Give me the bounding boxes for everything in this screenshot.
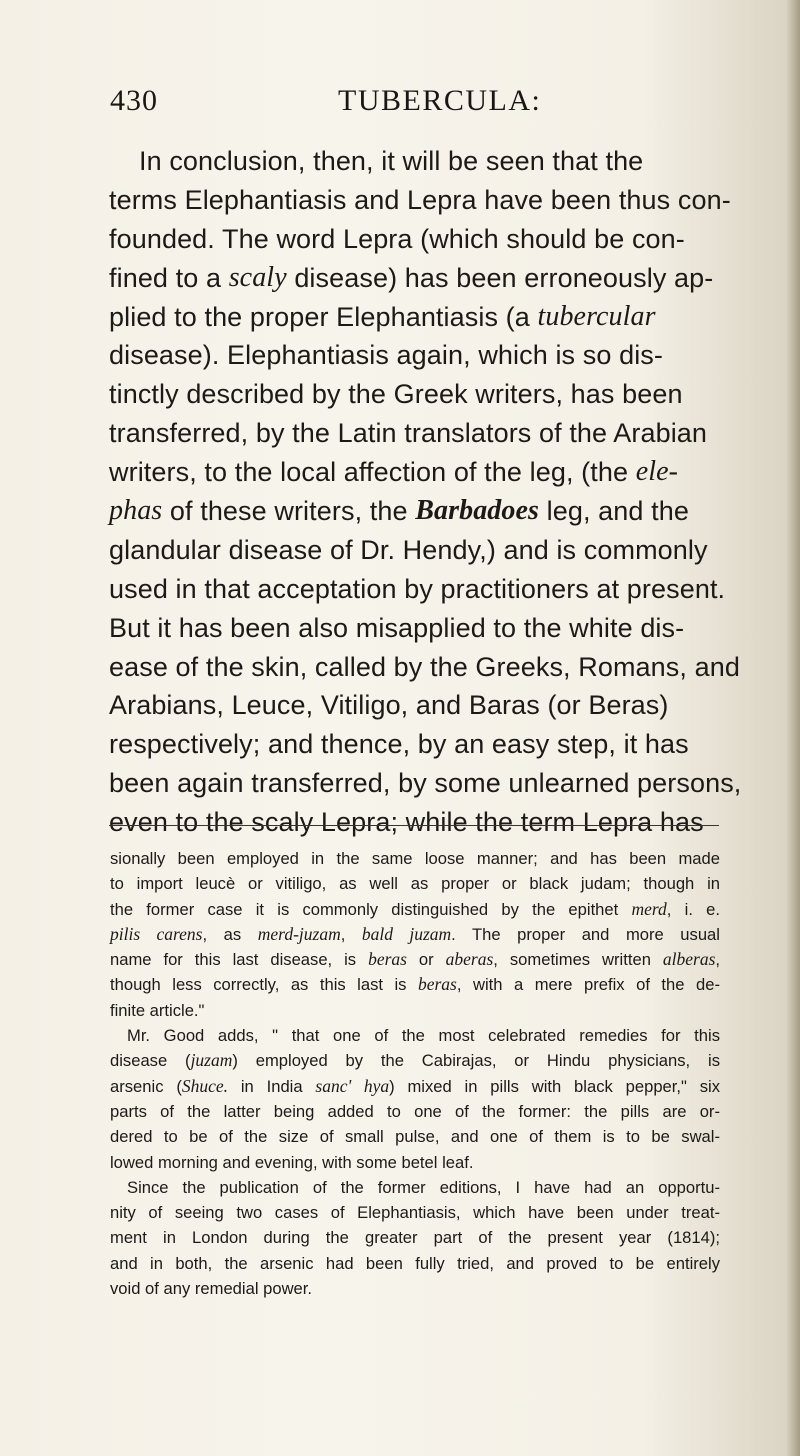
emphasis: pilis carens: [110, 923, 203, 944]
text-line: tinctly described by the Greek writers, has been: [109, 379, 683, 410]
text-line: transferred, by the Latin translators of the Arabian: [109, 418, 708, 449]
emphasis: Barbadoes: [415, 495, 540, 527]
emphasis: beras: [417, 974, 457, 995]
footnote-line: name for this last disease, is beras or aberas, sometimes written alberas,: [110, 949, 721, 970]
page-header: [110, 84, 730, 124]
text-line: founded. The word Lepra (which should be con-: [109, 223, 685, 254]
footnote-line: and in both, the arsenic had been fully tried, and proved to be entirely: [110, 1253, 720, 1273]
emphasis: phas: [109, 495, 163, 527]
text-line: been again transferred, by some unlearned persons,: [109, 768, 742, 799]
footnote-divider: [109, 825, 719, 826]
text-line: respectively; and thence, by an easy step, it has: [109, 729, 689, 760]
text-line: even to the scaly Lepra; while the term Lepra has: [109, 807, 704, 838]
emphasis: scaly: [228, 261, 287, 293]
emphasis: Shuce.: [181, 1075, 229, 1096]
footnote-line: parts of the latter being added to one of the former: the pills are or-: [110, 1101, 720, 1121]
running-title: TUBERCULA:: [338, 84, 542, 117]
text-line: But it has been also misapplied to the white dis-: [109, 612, 685, 643]
footnote-line: sionally been employed in the same loose manner; and has been made: [110, 849, 720, 868]
emphasis: sanc' hya: [315, 1075, 390, 1096]
text-line: fined to a scaly disease) has been erroneously ap-: [109, 259, 719, 298]
footnote-line: ment in London during the greater part of the present year (1814);: [110, 1228, 720, 1248]
emphasis: tubercular: [537, 300, 656, 332]
footnote-line: disease (juzam) employed by the Cabirajas, or Hindu physicians, is: [110, 1050, 720, 1071]
text-line: plied to the proper Elephantiasis (a tubercular: [109, 298, 719, 337]
text-line: In conclusion, then, it will be seen that the: [139, 146, 644, 176]
emphasis: alberas: [662, 949, 716, 970]
footnote-line: the former case it is commonly distinguished by the epithet merd, i. e.: [110, 898, 720, 919]
main-text: [109, 142, 742, 842]
emphasis: aberas: [445, 949, 494, 970]
emphasis: merd-juzam: [257, 923, 341, 944]
text-line: ease of the skin, called by the Greeks, Romans, and: [109, 651, 740, 682]
footnote-line: to import leucè or vitiligo, as well as proper or black judam; though in: [110, 874, 720, 894]
footnote-line: Since the publication of the former editions, I have had an opportu-: [127, 1177, 720, 1197]
emphasis: merd: [631, 898, 667, 919]
text-line: Arabians, Leuce, Vitiligo, and Baras (or Beras): [109, 690, 669, 721]
footnote-line: lowed morning and evening, with some betel leaf.: [110, 1152, 474, 1172]
footnote-block: [110, 846, 720, 1301]
text-line: writers, to the local affection of the leg, (the ele-: [109, 453, 719, 492]
text-line: glandular disease of Dr. Hendy,) and is commonly: [109, 534, 708, 565]
emphasis: bald juzam: [361, 923, 452, 944]
emphasis: juzam: [190, 1050, 233, 1071]
emphasis: beras: [368, 949, 407, 970]
page-number: 430: [110, 84, 158, 117]
emphasis: ele-: [635, 456, 679, 488]
footnote-line: dered to be of the size of small pulse, and one of them is to be swal-: [110, 1127, 720, 1147]
footnote-line: finite article.": [110, 1000, 205, 1020]
text-line: terms Elephantiasis and Lepra have been thus con-: [109, 184, 731, 215]
text-line: phas of these writers, the Barbadoes leg, and the: [109, 492, 719, 531]
footnote-line: void of any remedial power.: [110, 1279, 313, 1299]
footnote-line: arsenic (Shuce. in India sanc' hya) mixed in pills with black pepper," six: [110, 1075, 720, 1096]
text-line: disease). Elephantiasis again, which is so dis-: [109, 340, 663, 371]
footnote-line: nity of seeing two cases of Elephantiasis, which have been under treat-: [110, 1203, 720, 1223]
text-line: used in that acceptation by practitioners at present.: [109, 573, 726, 604]
footnote-line: Mr. Good adds, " that one of the most celebrated remedies for this: [127, 1026, 720, 1046]
footnote-line: pilis carens, as merd-juzam, bald juzam. The proper and more usual: [110, 923, 720, 944]
footnote-line: though less correctly, as this last is beras, with a mere prefix of the de-: [110, 974, 720, 995]
